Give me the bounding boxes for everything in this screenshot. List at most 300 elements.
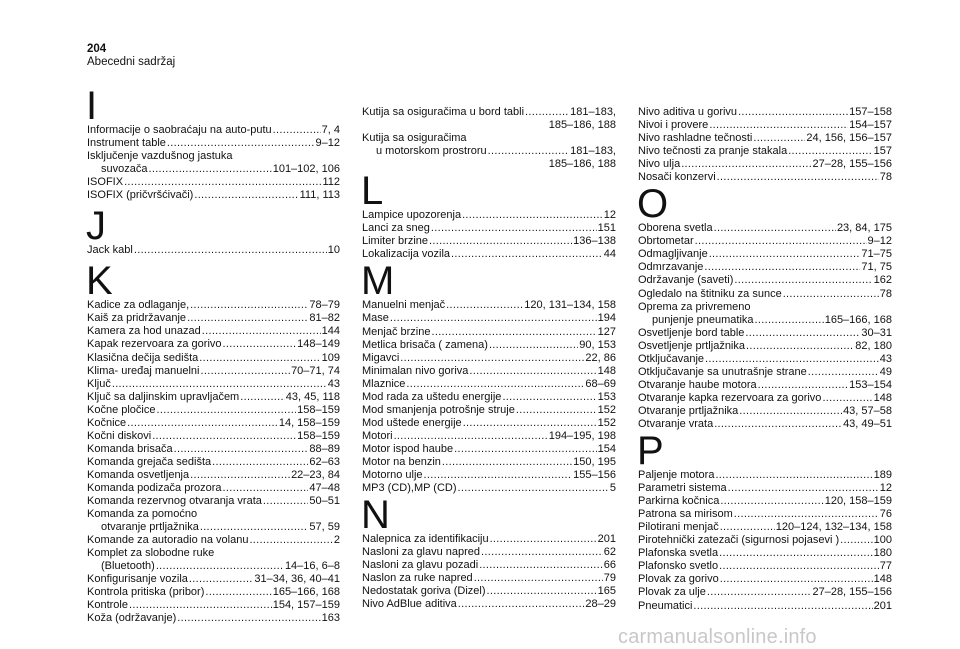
index-entry-pages: 49 (879, 365, 892, 378)
dot-leader (177, 612, 320, 625)
index-entry-pages: 43, 57–58 (843, 404, 892, 417)
dot-leader (705, 353, 879, 366)
index-entry-text: Kontrole (87, 599, 128, 612)
index-entry-text: Komanda brisača (87, 442, 173, 455)
index-entry-text: Patrona sa mirisom (638, 508, 733, 521)
index-entry (638, 353, 892, 366)
index-entry (638, 314, 892, 327)
index-entry-pages: 155–156 (573, 469, 616, 482)
index-entry (638, 586, 892, 599)
dot-leader (442, 456, 572, 469)
index-entry-pages: 111, 113 (299, 189, 340, 202)
index-entry (87, 189, 340, 202)
index-entry (638, 392, 892, 405)
index-column-3 (638, 106, 892, 613)
index-entry-pages: 151 (597, 222, 616, 235)
index-entry-text: Lampice upozorenja (362, 209, 462, 222)
index-entry (362, 378, 616, 391)
index-entry (362, 299, 616, 312)
index-entry-text: Osvetljenje bord table (638, 326, 745, 339)
index-entry-text: Nivo AdBlue aditiva (362, 598, 457, 611)
index-entry-text: Komanda grejača sedišta (87, 455, 212, 468)
index-entry (87, 430, 340, 443)
dot-leader (429, 235, 572, 248)
index-entry-text: Oborena svetla (638, 222, 713, 235)
index-entry-text: Manuelni menjač (362, 299, 446, 312)
index-entry-pages: 181–183, (570, 106, 616, 118)
dot-leader (479, 559, 603, 572)
index-entry-text: Komande za autoradio na volanu (87, 534, 249, 547)
index-entry (87, 456, 340, 469)
index-entry-text: Plovak za gorivo (638, 573, 719, 586)
index-entry-pages: 201 (873, 599, 892, 612)
index-entry-pages: 78 (879, 171, 892, 184)
index-entry-pages: 31–34, 36, 40–41 (254, 573, 340, 586)
index-entry-text: Nedostatak goriva (Dizel) (362, 585, 486, 598)
index-entry-text: u motorskom prostroru (376, 145, 487, 158)
index-entry-pages: 77 (879, 560, 892, 573)
index-entry (362, 326, 616, 339)
dot-leader (157, 404, 297, 417)
index-letter-heading: L (361, 169, 384, 214)
index-entry-pages: 7, 4 (321, 124, 340, 136)
index-entry-text: Kutija sa osiguračima u bord tabli (362, 106, 525, 118)
dot-leader (707, 586, 812, 599)
index-entry-pages: 144 (321, 325, 340, 338)
dot-leader (755, 314, 824, 327)
index-entry-text: Kadice za odlaganje, (87, 299, 190, 312)
index-letter-heading: K (86, 259, 113, 304)
index-entry-text: otvaranje prtljažnika (101, 521, 199, 534)
index-entry-pages: 90, 153 (579, 338, 616, 351)
index-entry-text: Mod smanjenja potrošnje struje (362, 403, 515, 416)
index-letter-heading: I (86, 84, 98, 128)
index-entry-text: Minimalan nivo goriva (362, 364, 469, 377)
index-entry (87, 325, 340, 338)
index-entry-pages: 71, 75 (861, 261, 892, 274)
index-entry-pages: 9–12 (867, 235, 892, 248)
index-entry-pages: 127 (597, 325, 616, 338)
index-entry-pages: 120, 158–159 (824, 495, 892, 508)
index-entry (638, 521, 892, 534)
index-entry-pages: 79 (603, 572, 616, 585)
index-entry-text: Mase (362, 312, 389, 325)
index-entry-pages: 24, 156, 156–157 (806, 132, 892, 145)
index-column-2 (362, 106, 616, 611)
index-entry (638, 547, 892, 560)
index-letter-heading: J (86, 204, 106, 249)
dot-leader (704, 261, 860, 274)
index-letter-heading: P (637, 429, 664, 474)
index-entry (638, 248, 892, 261)
index-entry (638, 340, 892, 353)
index-entry (362, 572, 616, 585)
index-entry-pages: 57, 59 (309, 521, 340, 534)
index-entry-text: Komplet za slobodne ruke (87, 547, 215, 560)
index-entry-pages: 81–82 (309, 312, 340, 325)
dot-leader (424, 469, 573, 482)
index-entry-pages: 23, 84, 175 (836, 222, 892, 235)
dot-leader (249, 534, 332, 547)
index-letter-heading: N (361, 493, 390, 538)
index-entry-pages: 62–63 (309, 455, 340, 468)
index-entry (362, 352, 616, 365)
dot-leader (738, 106, 848, 119)
index-entry-text: Parametri sistema (638, 482, 727, 495)
index-entry-pages: 165 (597, 585, 616, 598)
index-entry-pages: 148 (873, 573, 892, 586)
index-entry (362, 312, 616, 325)
dot-leader (746, 340, 854, 353)
index-entry-pages: 2 (333, 534, 340, 547)
index-entry-text: Kaiš za pridržavanje (87, 312, 187, 325)
dot-leader (187, 312, 308, 325)
index-entry-text: ISOFIX (87, 176, 124, 189)
index-entry (87, 521, 340, 534)
index-entry-text: Parkirna kočnica (638, 495, 720, 508)
index-entry (638, 301, 892, 314)
index-entry-pages: 22, 86 (585, 351, 616, 364)
index-entry-text: Koža (održavanje) (87, 612, 177, 625)
dot-leader (394, 430, 548, 443)
index-entry-text: Nivo tečnosti za pranje stakala (638, 145, 788, 158)
dot-leader (406, 378, 584, 391)
index-entry (87, 244, 340, 257)
dot-leader (148, 163, 271, 176)
index-entry-pages: 153 (597, 390, 616, 403)
index-entry-pages: 5 (609, 482, 616, 495)
index-entry-text: Kapak rezervoara za gorivo (87, 338, 222, 351)
index-entry (362, 235, 616, 248)
index-entry (638, 132, 892, 145)
index-group (362, 171, 616, 261)
index-entry-pages: 157–158 (849, 106, 892, 118)
index-entry (87, 534, 340, 547)
dot-leader (152, 430, 296, 443)
index-entry-text: Informacije o saobraćaju na auto-putu (87, 124, 272, 136)
index-entry (87, 547, 340, 560)
dot-leader (273, 124, 321, 137)
dot-leader (728, 482, 879, 495)
index-letter-heading: O (637, 182, 669, 227)
index-entry (362, 339, 616, 352)
index-entry-pages-continued: 185–186, 188 (548, 158, 616, 171)
dot-leader (758, 379, 849, 392)
index-entry-pages: 158–159 (297, 403, 340, 416)
index-entry-text: Otvaranje vrata (638, 417, 714, 430)
index-entry-pages: 189 (873, 469, 892, 482)
index-entry-pages: 28–29 (585, 598, 616, 611)
index-entry (638, 534, 892, 547)
dot-leader (745, 327, 860, 340)
index-entry (362, 248, 616, 261)
index-entry (87, 495, 340, 508)
index-entry-pages: 150, 195 (573, 455, 616, 468)
index-entry-text: Otvaranje haube motora (638, 378, 757, 391)
index-entry-text: Nivo rashladne tečnosti (638, 132, 753, 145)
index-entry-text: Plafonska svetla (638, 547, 719, 560)
index-entry (638, 379, 892, 392)
index-entry-pages: 43 (327, 377, 340, 390)
index-entry-pages: 109 (321, 351, 340, 364)
index-group (362, 495, 616, 611)
index-entry-text: Ogledalo na štitniku za sunce (638, 287, 782, 300)
index-entry (638, 222, 892, 235)
index-group (638, 184, 892, 431)
index-entry (638, 560, 892, 573)
dot-leader (223, 482, 309, 495)
index-entry-pages: 194 (597, 312, 616, 325)
index-entry-pages: 70–71, 74 (291, 364, 340, 377)
index-entry (87, 443, 340, 456)
index-entry-pages: 12 (879, 482, 892, 495)
index-entry (362, 469, 616, 482)
index-entry-text: Osvetljenje prtljažnika (638, 339, 745, 352)
index-group (362, 106, 616, 171)
index-entry-pages: 148 (873, 391, 892, 404)
dot-leader (167, 137, 315, 150)
index-entry (638, 158, 892, 171)
index-letter-heading: M (361, 259, 395, 304)
index-entry-text: Nasloni za glavu pozadi (362, 559, 479, 572)
index-entry (87, 150, 340, 163)
dot-leader (400, 352, 584, 365)
index-entry-text: Obrtometar (638, 235, 694, 248)
dot-leader (134, 244, 327, 257)
index-entry-pages: 43, 49–51 (843, 417, 892, 430)
dot-leader (734, 274, 872, 287)
index-entry-text: (Bluetooth) (101, 560, 155, 573)
index-entry-pages-continued: 185–186, 188 (548, 119, 616, 132)
index-entry-text: Kontrola pritiska (pribor) (87, 586, 205, 599)
index-entry (362, 391, 616, 404)
index-entry-pages: 9–12 (315, 137, 340, 150)
index-entry-text: Metlica brisača ( zamena) (362, 338, 488, 351)
index-entry-text: Komanda za pomoćno (87, 508, 198, 521)
index-entry-pages: 148 (597, 364, 616, 377)
index-entry (362, 443, 616, 456)
index-entry-pages: 157 (873, 145, 892, 158)
dot-leader (487, 585, 597, 598)
index-entry-pages: 78 (879, 287, 892, 300)
index-entry-text: Nalepnica za identifikaciju (362, 533, 489, 546)
dot-leader (174, 443, 309, 456)
index-column-1 (87, 82, 340, 626)
dot-leader (212, 456, 308, 469)
index-entry-text: Mlaznice (362, 377, 406, 390)
dot-leader (502, 391, 596, 404)
index-entry-text: Održavanje (saveti) (638, 274, 734, 287)
index-entry (362, 209, 616, 222)
index-entry (638, 482, 892, 495)
index-entry-text: Motorno ulje (362, 469, 423, 482)
index-entry-text: Menjač brzine (362, 325, 431, 338)
index-entry-text: Komanda rezervnog otvaranja vrata (87, 495, 262, 508)
index-entry-pages: 68–69 (585, 377, 616, 390)
index-entry-text: Otvaranje prtljažnika (638, 404, 739, 417)
index-entry-pages: 148–149 (297, 338, 340, 351)
dot-leader (516, 404, 597, 417)
index-entry-text: Plovak za ulje (638, 586, 706, 599)
index-entry-text: Nosači konzervi (638, 171, 716, 184)
dot-leader (481, 546, 603, 559)
dot-leader (715, 469, 872, 482)
index-entry-text: Isključenje vazdušnog jastuka (87, 150, 233, 163)
index-entry-text: Kočnice (87, 416, 127, 429)
dot-leader (734, 508, 879, 521)
index-entry-pages: 136–138 (573, 235, 616, 248)
index-entry-text: Komanda podizača prozora (87, 481, 222, 494)
dot-leader (714, 418, 842, 431)
index-entry-text: Otvaranje kapka rezervoara za gorivo (638, 391, 822, 404)
dot-leader (199, 352, 320, 365)
index-entry-pages: 43, 45, 118 (285, 390, 340, 403)
dot-leader (840, 534, 872, 547)
index-entry (362, 546, 616, 559)
dot-leader (739, 405, 842, 418)
index-entry-pages: 78–79 (309, 299, 340, 312)
index-entry-pages: 100 (873, 534, 892, 547)
index-entry-text: Kamera za hod unazad (87, 325, 201, 338)
dot-leader (463, 417, 597, 430)
index-entry (362, 145, 616, 171)
index-entry (87, 365, 340, 378)
index-entry-pages: 76 (879, 508, 892, 521)
dot-leader (714, 222, 836, 235)
index-entry-pages: 50–51 (309, 495, 340, 508)
index-entry (87, 508, 340, 521)
dot-leader (474, 572, 603, 585)
index-entry (362, 106, 616, 132)
index-entry-text: Naslon za ruke napred (362, 572, 473, 585)
index-entry (362, 533, 616, 546)
dot-leader (717, 171, 879, 184)
index-entry-text: Klasična dečija sedišta (87, 351, 199, 364)
index-entry-pages: 181–183, (570, 145, 616, 158)
index-entry-text: Nivo ulja (638, 158, 681, 171)
index-entry-pages: 112 (322, 176, 340, 189)
index-entry-text: Pneumatici (638, 599, 693, 612)
index-entry (87, 391, 340, 404)
index-entry-pages: 62 (603, 546, 616, 559)
index-entry (87, 338, 340, 351)
index-entry-pages: 165–166, 168 (824, 313, 892, 326)
index-entry (638, 600, 892, 613)
index-entry (87, 299, 340, 312)
index-entry-pages: 120–124, 132–134, 158 (775, 521, 892, 534)
index-entry (638, 171, 892, 184)
index-entry-pages: 165–166, 168 (272, 586, 340, 599)
index-entry-text: Klima- uređaj manuelni (87, 364, 200, 377)
index-entry-text: Nivo aditiva u gorivu (638, 106, 738, 118)
index-entry-text: Kutija sa osiguračima (362, 132, 467, 145)
index-entry (87, 612, 340, 625)
index-entry-pages: 82, 180 (855, 339, 892, 352)
index-entry (638, 366, 892, 379)
index-entry-pages: 154, 157–159 (272, 599, 340, 612)
index-entry-pages: 194–195, 198 (548, 429, 616, 442)
index-entry-text: MP3 (CD),MP (CD) (362, 482, 457, 495)
dot-leader (129, 599, 272, 612)
index-entry-pages: 22–23, 84 (291, 468, 340, 481)
index-entry-text: Otključavanje (638, 352, 705, 365)
index-entry-text: Otključavanje sa unutrašnje strane (638, 365, 807, 378)
index-entry (87, 176, 340, 189)
dot-leader (200, 521, 309, 534)
dot-leader (525, 106, 569, 119)
index-entry-text: Motor ispod haube (362, 442, 454, 455)
index-entry (87, 482, 340, 495)
index-entry (638, 145, 892, 158)
page-header (87, 43, 175, 69)
index-entry-pages: 10 (327, 244, 340, 257)
index-entry (638, 261, 892, 274)
index-group (638, 431, 892, 613)
index-entry-pages: 88–89 (309, 442, 340, 455)
index-entry-text: Odmagljivanje (638, 248, 708, 261)
index-entry-text: Nasloni za glavu napred (362, 546, 481, 559)
dot-leader (719, 560, 879, 573)
dot-leader (156, 560, 284, 573)
dot-leader (431, 222, 597, 235)
dot-leader (808, 366, 879, 379)
dot-leader (112, 378, 327, 391)
index-entry (362, 417, 616, 430)
index-entry-pages: 154–157 (849, 119, 892, 132)
index-entry-pages: 163 (321, 612, 340, 625)
index-entry-pages: 14, 158–159 (278, 416, 340, 429)
index-entry-text: Lanci za sneg (362, 222, 430, 235)
index-entry (87, 560, 340, 573)
index-entry (87, 378, 340, 391)
index-entry (87, 404, 340, 417)
index-entry (362, 585, 616, 598)
dot-leader (719, 547, 873, 560)
index-entry (362, 456, 616, 469)
index-entry (638, 469, 892, 482)
dot-leader (458, 598, 585, 611)
index-entry-text: Motor na benzin (362, 455, 441, 468)
dot-leader (489, 339, 578, 352)
index-entry-pages: 180 (873, 547, 892, 560)
dot-leader (709, 248, 861, 261)
dot-leader (490, 533, 597, 546)
index-entry-pages: 27–28, 155–156 (812, 586, 892, 599)
dot-leader (681, 158, 811, 171)
dot-leader (469, 365, 596, 378)
index-entry (638, 418, 892, 431)
section-title: Abecedni sadržaj (87, 56, 176, 68)
dot-leader (695, 235, 867, 248)
index-group (638, 106, 892, 184)
index-group (87, 86, 340, 202)
index-entry (362, 365, 616, 378)
index-entry (87, 312, 340, 325)
index-entry (638, 119, 892, 132)
dot-leader (720, 521, 775, 534)
index-entry (362, 559, 616, 572)
dot-leader (788, 145, 872, 158)
index-entry-text: Nivoi i provere (638, 119, 709, 132)
index-group (87, 206, 340, 257)
index-entry (638, 274, 892, 287)
index-entry (638, 235, 892, 248)
index-entry-text: Paljenje motora (638, 469, 715, 482)
index-entry-text: Jack kabl (87, 244, 133, 257)
index-entry-text: Ključ (87, 377, 111, 390)
index-entry-pages: 101–102, 106 (272, 163, 340, 176)
index-entry-pages: 153–154 (849, 378, 892, 391)
